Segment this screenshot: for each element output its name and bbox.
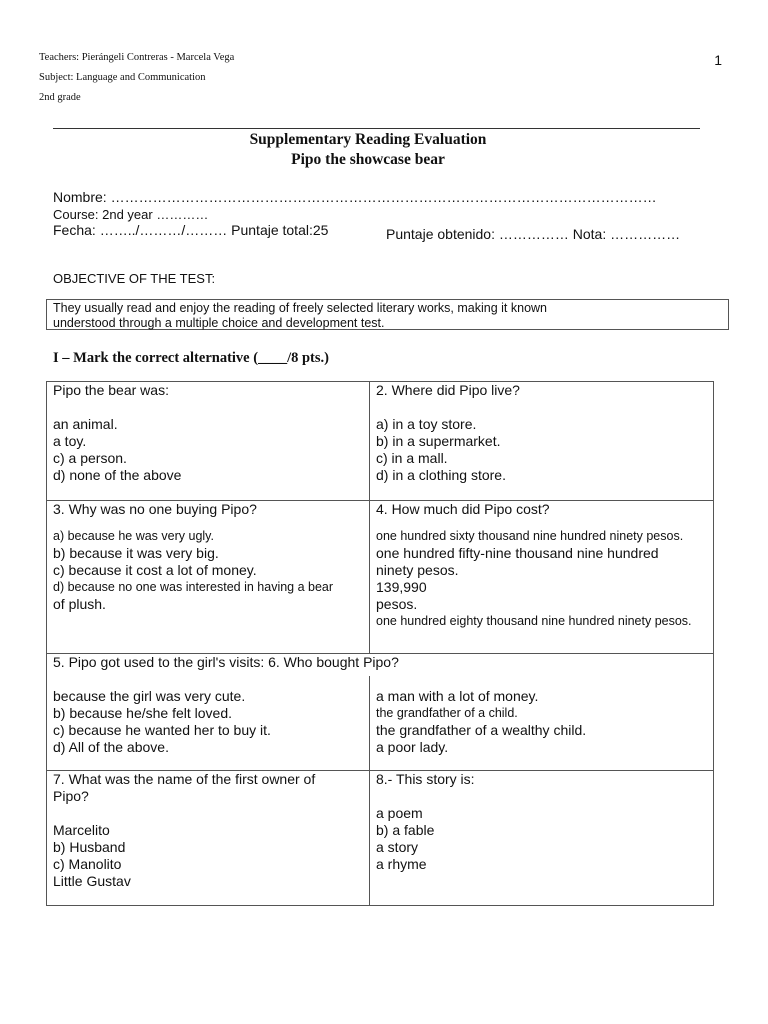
- questions-table: [46, 381, 714, 906]
- q6-option-d[interactable]: a poor lady.: [376, 739, 449, 755]
- question-cell-8: [370, 771, 714, 906]
- objective-box: [46, 299, 729, 330]
- q5-option-b[interactable]: b) because he/she felt loved.: [53, 705, 233, 721]
- q7-option-c[interactable]: c) Manolito: [53, 856, 122, 872]
- header-divider: [53, 128, 700, 129]
- q1-option-b[interactable]: a toy.: [53, 433, 87, 449]
- q4-option-c[interactable]: 139,990: [376, 579, 427, 595]
- q5-option-d[interactable]: d) All of the above.: [53, 739, 169, 755]
- question-cell-5-6: [47, 654, 714, 771]
- question-7-text-line1: 7. What was the name of the first owner of: [53, 771, 316, 787]
- document-subtitle: Pipo the showcase bear: [291, 151, 445, 168]
- q8-option-a[interactable]: a poem: [376, 805, 423, 821]
- q3-option-b[interactable]: b) because it was very big.: [53, 545, 219, 561]
- table-row: [47, 382, 714, 501]
- q6-option-c[interactable]: the grandfather of a wealthy child.: [376, 722, 587, 738]
- q4-option-a[interactable]: one hundred sixty thousand nine hundred ninety pesos.: [376, 529, 684, 543]
- question-cell-4: [370, 501, 714, 654]
- q7-option-b[interactable]: b) Husband: [53, 839, 126, 855]
- course-field: Course: 2nd year …………: [53, 207, 209, 222]
- q3-option-c[interactable]: c) because it cost a lot of money.: [53, 562, 257, 578]
- section-heading: I – Mark the correct alternative (____/8 pts.): [53, 350, 329, 366]
- q6-option-a[interactable]: a man with a lot of money.: [376, 688, 539, 704]
- q4-option-b-cont: ninety pesos.: [376, 562, 459, 578]
- q8-option-d[interactable]: a rhyme: [376, 856, 427, 872]
- page-number: 1: [714, 52, 722, 68]
- nombre-field: Nombre: ………………………………………………………………………………………………………: [53, 189, 657, 205]
- objective-text-line1: They usually read and enjoy the reading of freely selected literary works, making it known: [53, 301, 548, 315]
- question-cell-7: [47, 771, 370, 906]
- objective-label: OBJECTIVE OF THE TEST:: [53, 271, 216, 286]
- column-divider: [369, 676, 370, 770]
- grade-line: 2nd grade: [39, 92, 81, 103]
- q3-option-d-cont: of plush.: [53, 596, 106, 612]
- q4-option-b[interactable]: one hundred fifty-nine thousand nine hundred: [376, 545, 659, 561]
- question-3-text: 3. Why was no one buying Pipo?: [53, 501, 257, 517]
- objective-text-line2: understood through a multiple choice and development test.: [53, 316, 385, 330]
- fecha-field: Fecha: ……../………/……… Puntaje total:25: [53, 222, 329, 238]
- question-cell-2: [370, 382, 714, 501]
- q3-option-a[interactable]: a) because he was very ugly.: [53, 529, 214, 543]
- q2-option-d[interactable]: d) in a clothing store.: [376, 467, 506, 483]
- q3-option-d[interactable]: d) because no one was interested in having a bear: [53, 580, 334, 594]
- question-7-text-line2: Pipo?: [53, 788, 89, 804]
- q4-option-c-cont: pesos.: [376, 596, 418, 612]
- question-1-text: Pipo the bear was:: [53, 382, 169, 398]
- q2-option-b[interactable]: b) in a supermarket.: [376, 433, 501, 449]
- question-5-6-text: 5. Pipo got used to the girl's visits: 6. Who bought Pipo?: [53, 654, 399, 670]
- question-cell-1: [47, 382, 370, 501]
- question-2-text: 2. Where did Pipo live?: [376, 382, 520, 398]
- q2-option-a[interactable]: a) in a toy store.: [376, 416, 477, 432]
- question-cell-3: [47, 501, 370, 654]
- teachers-line: Teachers: Pierángeli Contreras - Marcela Vega: [39, 52, 235, 63]
- question-4-text: 4. How much did Pipo cost?: [376, 501, 550, 517]
- document-title: Supplementary Reading Evaluation: [249, 131, 487, 148]
- q7-option-d[interactable]: Little Gustav: [53, 873, 131, 889]
- q8-option-c[interactable]: a story: [376, 839, 419, 855]
- q1-option-d[interactable]: d) none of the above: [53, 467, 182, 483]
- q8-option-b[interactable]: b) a fable: [376, 822, 435, 838]
- q6-option-b[interactable]: the grandfather of a child.: [376, 706, 518, 720]
- q7-option-a[interactable]: Marcelito: [53, 822, 110, 838]
- table-row: [47, 771, 714, 906]
- question-8-text: 8.- This story is:: [376, 771, 475, 787]
- q2-option-c[interactable]: c) in a mall.: [376, 450, 448, 466]
- q4-option-d[interactable]: one hundred eighty thousand nine hundred ninety pesos.: [376, 614, 692, 628]
- q5-option-a[interactable]: because the girl was very cute.: [53, 688, 246, 704]
- q1-option-a[interactable]: an animal.: [53, 416, 118, 432]
- q5-option-c[interactable]: c) because he wanted her to buy it.: [53, 722, 271, 738]
- table-row: [47, 654, 714, 771]
- puntaje-obtenido-field: Puntaje obtenido: …………… Nota: ……………: [386, 226, 681, 242]
- table-row: [47, 501, 714, 654]
- q1-option-c[interactable]: c) a person.: [53, 450, 127, 466]
- subject-line: Subject: Language and Communication: [39, 72, 206, 83]
